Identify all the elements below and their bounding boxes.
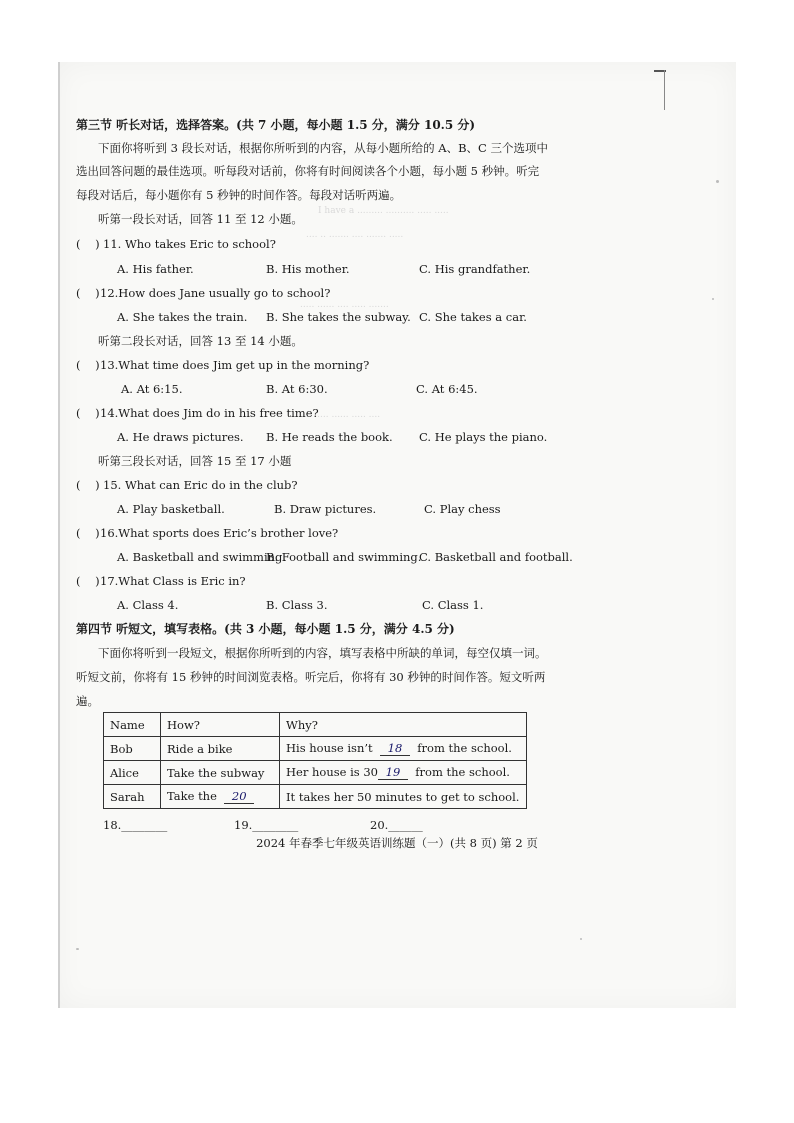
page-edge-right [664,70,665,110]
bleed-through-text: .... ..... ...... ..... .... [300,410,381,420]
cell-why-text: from the school. [415,765,510,779]
option-b[interactable]: B. At 6:30. [266,382,328,396]
blank-18[interactable]: 18 [380,741,410,756]
answer-slot-20[interactable]: 20.______ [370,818,423,832]
bleed-through-text: .... .. ....... .... ....... ..... [306,230,404,240]
option-c[interactable]: C. She takes a car. [419,310,527,324]
option-c[interactable]: C. Class 1. [422,598,484,612]
page-edge-left [58,62,60,1008]
scan-speck [716,180,719,183]
question-stem-12: 12.How does Jane usually go to school? [100,286,331,300]
table-row [104,761,527,785]
answer-slot-18[interactable]: 18.________ [103,818,168,832]
answer-bracket[interactable]: ( ) [76,358,100,372]
option-c[interactable]: C. He plays the piano. [419,430,548,444]
option-a[interactable]: A. Class 4. [117,598,179,612]
scan-speck [712,298,714,300]
question-stem-14: 14.What does Jim do in his free time? [100,406,319,420]
answer-bracket[interactable]: ( ) [76,406,100,420]
section3-instruction-line: 每段对话后，每小题你有 5 秒钟的时间作答。每段对话听两遍。 [76,188,402,202]
cell-why [280,761,527,785]
fill-in-table [103,712,527,809]
option-b[interactable]: B. Football and swimming. [266,550,422,564]
dialogue1-intro: 听第一段长对话，回答 11 至 12 小题。 [98,212,303,226]
dialogue2-intro: 听第二段长对话，回答 13 至 14 小题。 [98,334,303,348]
option-a[interactable]: A. He draws pictures. [117,430,244,444]
option-c[interactable]: C. Basketball and football. [419,550,573,564]
question-stem-16: 16.What sports does Eric’s brother love? [100,526,339,540]
dialogue3-intro: 听第三段长对话，回答 15 至 17 小题 [98,454,292,468]
cell-how: Take the subway [161,761,280,785]
blank-19[interactable]: 19 [378,765,408,780]
cell-why [280,737,527,761]
cell-name: Alice [104,761,161,785]
option-a[interactable]: A. Play basketball. [117,502,225,516]
answer-bracket[interactable]: ( ) [76,574,100,588]
option-b[interactable]: B. Draw pictures. [274,502,377,516]
question-stem-15: 15. What can Eric do in the club? [103,478,298,492]
scan-speck [580,938,582,940]
blank-20[interactable]: 20 [224,789,254,804]
question-stem-13: 13.What time does Jim get up in the morning? [100,358,370,372]
option-b[interactable]: B. He reads the book. [266,430,393,444]
section3-instruction-line: 下面你将听到 3 段长对话，根据你所听到的内容，从每小题所给的 A、B、C 三个选项中 [98,141,548,155]
question-stem-17: 17.What Class is Eric in? [100,574,246,588]
option-a[interactable]: A. His father. [117,262,194,276]
option-a[interactable]: A. She takes the train. [117,310,248,324]
page-footer: 2024 年春季七年级英语训练题（一）(共 8 页) 第 2 页 [256,836,538,850]
scan-speck [76,948,79,950]
section4-title: 第四节 听短文，填写表格。(共 3 小题，每小题 1.5 分，满分 4.5 分) [76,622,455,636]
cell-how-text: Take the [167,789,217,803]
header-name: Name [104,713,161,737]
section3-instruction-line: 选出回答问题的最佳选项。听每段对话前，你将有时间阅读各个小题，每小题 5 秒钟。听完 [76,164,540,178]
answer-bracket[interactable]: ( ) [76,237,100,251]
section4-instruction-line: 下面你将听到一段短文，根据你所听到的内容，填写表格中所缺的单词，每空仅填一词。 [98,646,547,660]
bleed-through-text: ..... ...... .... ..... ....... [300,300,389,310]
cell-how: Ride a bike [161,737,280,761]
option-c[interactable]: C. His grandfather. [419,262,531,276]
cell-name: Sarah [104,785,161,809]
section4-instruction-line: 听短文前，你将有 15 秒钟的时间浏览表格。听完后，你将有 30 秒钟的时间作答。短文听两 [76,670,546,684]
cell-why-text: His house isn’t [286,741,373,755]
option-b[interactable]: B. She takes the subway. [266,310,411,324]
bleed-through-text: I have a ......... .......... ..... ..... [318,206,449,216]
option-b[interactable]: B. His mother. [266,262,350,276]
answer-bracket[interactable]: ( ) [76,526,100,540]
header-how: How? [161,713,280,737]
cell-name: Bob [104,737,161,761]
section3-title: 第三节 听长对话，选择答案。(共 7 小题，每小题 1.5 分，满分 10.5 分) [76,118,476,132]
option-c[interactable]: C. At 6:45. [416,382,478,396]
question-stem-11: 11. Who takes Eric to school? [103,237,276,251]
option-a[interactable]: A. Basketball and swimming. [117,550,287,564]
answer-bracket[interactable]: ( ) [76,286,100,300]
option-c[interactable]: C. Play chess [424,502,501,516]
answer-bracket[interactable]: ( ) [76,478,100,492]
section4-instruction-line: 遍。 [76,694,99,708]
answer-slot-19[interactable]: 19.________ [234,818,299,832]
table-row [104,737,527,761]
option-a[interactable]: A. At 6:15. [121,382,183,396]
cell-how [161,785,280,809]
table-row [104,785,527,809]
cell-why-text: Her house is 30 [286,765,378,779]
header-why: Why? [280,713,527,737]
cell-why-text: from the school. [417,741,512,755]
option-b[interactable]: B. Class 3. [266,598,328,612]
table-header-row [104,713,527,737]
cell-why: It takes her 50 minutes to get to school. [280,785,527,809]
